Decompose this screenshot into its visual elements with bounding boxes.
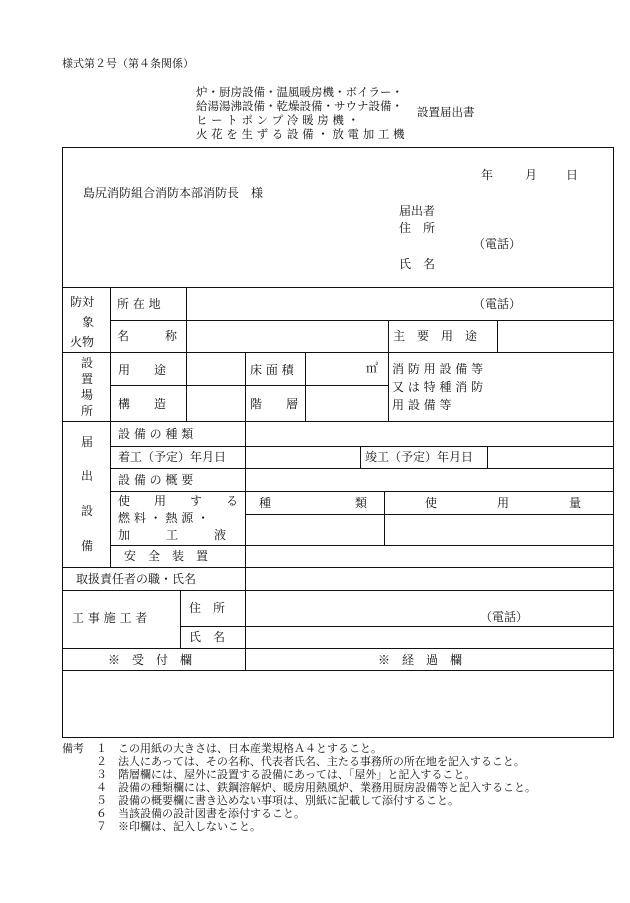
note-item: ７ ※印欄は、記入しないこと。 <box>96 820 261 833</box>
title-line-4: 火 花 を 生 ず る 設 備 ・ 放 電 加 工 機 <box>196 127 405 141</box>
site-label-1: 設 <box>81 356 94 370</box>
name-label: 名 称 <box>117 329 178 343</box>
equipment-overview-label: 設 備 の 概 要 <box>118 473 194 487</box>
target-label-1: 防対 <box>70 295 95 309</box>
site-label-2: 置 <box>81 372 94 386</box>
contractor-name-label: 氏 名 <box>189 630 226 644</box>
site-label-3: 場 <box>81 388 94 402</box>
fire-equipment-label-1: 消 防 用 設 備 等 <box>392 362 484 376</box>
note-item: ５ 設備の概要欄に書き込めない事項は、別紙に記載して添付すること。 <box>96 794 459 807</box>
applicant-label: 届出者 <box>399 204 436 218</box>
target-label-3: 火物 <box>70 335 95 349</box>
manager-label: 取扱責任者の職・氏名 <box>76 572 197 586</box>
applicant-address-label: 住 所 <box>399 221 436 235</box>
fire-equipment-label-2: 又 は 特 種 消 防 <box>392 380 484 394</box>
fire-equipment-label-3: 用 設 備 等 <box>392 398 452 412</box>
fuel-label-3: 加 工 液 <box>118 528 227 542</box>
usage-label: 使 用 量 <box>425 496 582 510</box>
applicant-phone-label: （電話） <box>473 237 522 251</box>
site-label-4: 所 <box>81 404 94 418</box>
note-item: ２ 法人にあっては、その名称、代表者氏名、主たる事務所の所在地を記入すること。 <box>96 755 525 768</box>
kind-label: 種 類 <box>259 496 368 510</box>
start-date-label: 着工（予定）年月日 <box>118 450 227 464</box>
floor-area-unit: ㎡ <box>366 361 379 375</box>
main-use-label: 主 要 用 途 <box>393 329 478 343</box>
floor-label: 階 層 <box>250 397 299 411</box>
form-number: 様式第２号（第４条関係） <box>62 57 194 70</box>
safety-device-label: 安 全 装 置 <box>124 549 209 563</box>
date-day: 日 <box>566 168 579 182</box>
note-item: ６ 当該設備の設計図書を添付すること。 <box>96 807 305 820</box>
form-table <box>62 147 614 738</box>
structure-label: 構 造 <box>118 397 167 411</box>
contractor-address-label: 住 所 <box>189 601 226 615</box>
applicant-name-label: 氏 名 <box>399 257 436 271</box>
date-year: 年 <box>481 168 494 182</box>
fuel-label-2: 燃 料 ・ 熱 源 ・ <box>118 511 210 525</box>
equipment-label-2: 出 <box>81 469 94 483</box>
title-line-1: 炉・厨房設備・温風暖房機・ボイラー・ <box>196 85 403 99</box>
title-line-2: 給湯湯沸設備・乾燥設備・サウナ設備・ <box>196 99 403 113</box>
date-month: 月 <box>525 168 538 182</box>
contractor-label: 工 事 施 工 者 <box>72 611 148 625</box>
contractor-phone-label: （電話） <box>480 610 529 624</box>
equipment-type-label: 設 備 の 種 類 <box>118 427 194 441</box>
floor-area-label: 床 面 積 <box>250 363 294 377</box>
title-line-3: ヒ ー ト ポ ン プ 冷 暖 房 機 ・ <box>196 113 360 127</box>
note-item: １ この用紙の大きさは、日本産業規格Ａ４とすること。 <box>96 742 382 755</box>
completion-date-label: 竣工（予定）年月日 <box>365 450 474 464</box>
equipment-label-3: 設 <box>81 504 94 518</box>
note-item: ４ 設備の種類欄には、鉄鋼溶解炉、暖房用熱風炉、業務用厨房設備等と記入すること。 <box>96 781 536 794</box>
equipment-label-1: 届 <box>81 435 94 449</box>
target-label-2: 象 <box>82 315 95 329</box>
reception-column-label: ※ 受 付 欄 <box>108 653 193 667</box>
note-item: ３ 階層欄には、屋外に設置する設備にあっては、「屋外」と記入すること。 <box>96 768 476 781</box>
addressee: 島尻消防組合消防本部消防長 様 <box>83 186 264 200</box>
equipment-label-4: 備 <box>81 539 94 553</box>
fuel-label-1: 使 用 す る <box>118 494 239 508</box>
location-phone-label: （電話） <box>473 297 522 311</box>
progress-column-label: ※ 経 過 欄 <box>378 653 463 667</box>
notes-label: 備考 <box>62 742 84 755</box>
title-suffix: 設置届出書 <box>417 105 475 119</box>
location-label: 所 在 地 <box>117 297 161 311</box>
use-label: 用 途 <box>118 363 167 377</box>
